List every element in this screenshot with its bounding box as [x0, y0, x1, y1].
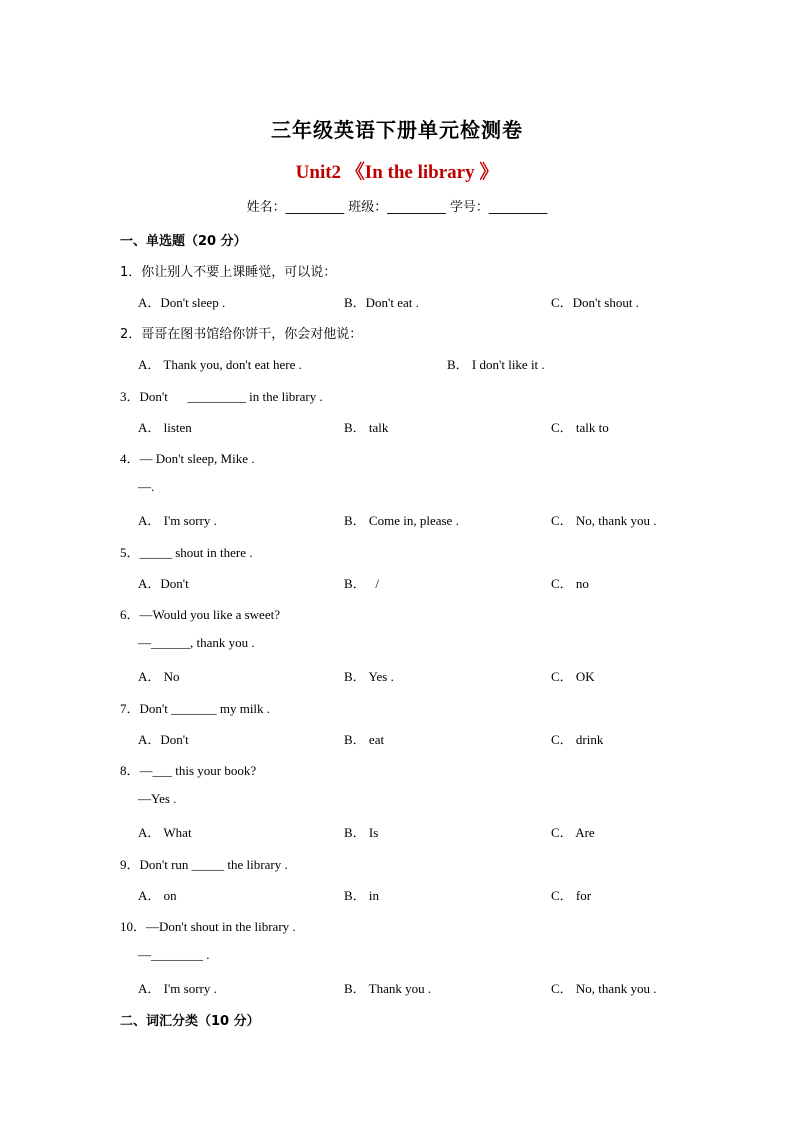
- question-7-option-a: A．Don't: [138, 732, 189, 747]
- question-6-option-b: B． Yes .: [344, 669, 394, 684]
- question-2-option-b: B． I don't like it .: [447, 357, 545, 372]
- section-1-heading: 一、单选题（20 分）: [120, 234, 247, 249]
- question-1-stem: 1．你让别人不要上课睡觉，可以说：: [120, 265, 337, 280]
- question-1-option-c: C．Don't shout .: [551, 295, 639, 310]
- question-4-stem: 4．— Don't sleep, Mike .: [120, 451, 255, 466]
- question-9-stem: 9．Don't run _____ the library .: [120, 857, 288, 872]
- question-3-option-b: B． talk: [344, 420, 389, 435]
- question-8-option-c: C． Are: [551, 825, 595, 840]
- question-5-option-c: C． no: [551, 576, 589, 591]
- question-9-option-a: A． on: [138, 888, 177, 903]
- question-6-stem: 6．—Would you like a sweet?: [120, 607, 280, 622]
- question-8-option-a: A． What: [138, 825, 192, 840]
- question-10-option-b: B． Thank you .: [344, 981, 432, 996]
- question-10-stem: 10．—Don't shout in the library .: [120, 919, 296, 934]
- question-10-option-a: A． I'm sorry .: [138, 981, 217, 996]
- question-4-option-a: A． I'm sorry .: [138, 513, 217, 528]
- question-1-option-b: B．Don't eat .: [344, 295, 419, 310]
- question-2-stem: 2．哥哥在图书馆给你饼干，你会对他说：: [120, 327, 363, 342]
- question-5-option-a: A．Don't: [138, 576, 189, 591]
- question-6-option-a: A． No: [138, 669, 180, 684]
- question-1-option-a: A．Don't sleep .: [138, 295, 226, 310]
- question-3-option-c: C． talk to: [551, 420, 609, 435]
- question-5-stem: 5．_____ shout in there .: [120, 545, 253, 560]
- question-8-option-b: B． Is: [344, 825, 379, 840]
- question-8-stem: 8．—___ this your book?: [120, 763, 257, 778]
- question-10-line-2: —________ .: [138, 947, 210, 962]
- question-2-option-a: A． Thank you, don't eat here .: [138, 357, 302, 372]
- question-5-option-b: B． /: [344, 576, 380, 591]
- section-2-heading: 二、词汇分类（10 分）: [120, 1014, 260, 1029]
- question-6-line-2: —______, thank you .: [138, 635, 255, 650]
- unit-subtitle: Unit2 《In the library 》: [295, 162, 499, 183]
- document-title: 三年级英语下册单元检测卷: [271, 118, 523, 142]
- question-7-option-c: C． drink: [551, 732, 604, 747]
- question-3-stem: 3．Don't _________ in the library .: [120, 389, 323, 404]
- question-3-option-a: A． listen: [138, 420, 192, 435]
- question-4-option-c: C． No, thank you .: [551, 513, 657, 528]
- question-7-stem: 7．Don't _______ my milk .: [120, 701, 271, 716]
- question-9-option-c: C． for: [551, 888, 592, 903]
- question-8-line-2: —Yes .: [138, 791, 177, 806]
- question-10-option-c: C． No, thank you .: [551, 981, 657, 996]
- question-4-line-2: —.: [138, 479, 155, 494]
- question-7-option-b: B． eat: [344, 732, 385, 747]
- question-4-option-b: B． Come in, please .: [344, 513, 459, 528]
- student-info-line: 姓名：_________ 班级：_________ 学号：_________: [246, 200, 548, 215]
- question-6-option-c: C． OK: [551, 669, 595, 684]
- question-9-option-b: B． in: [344, 888, 380, 903]
